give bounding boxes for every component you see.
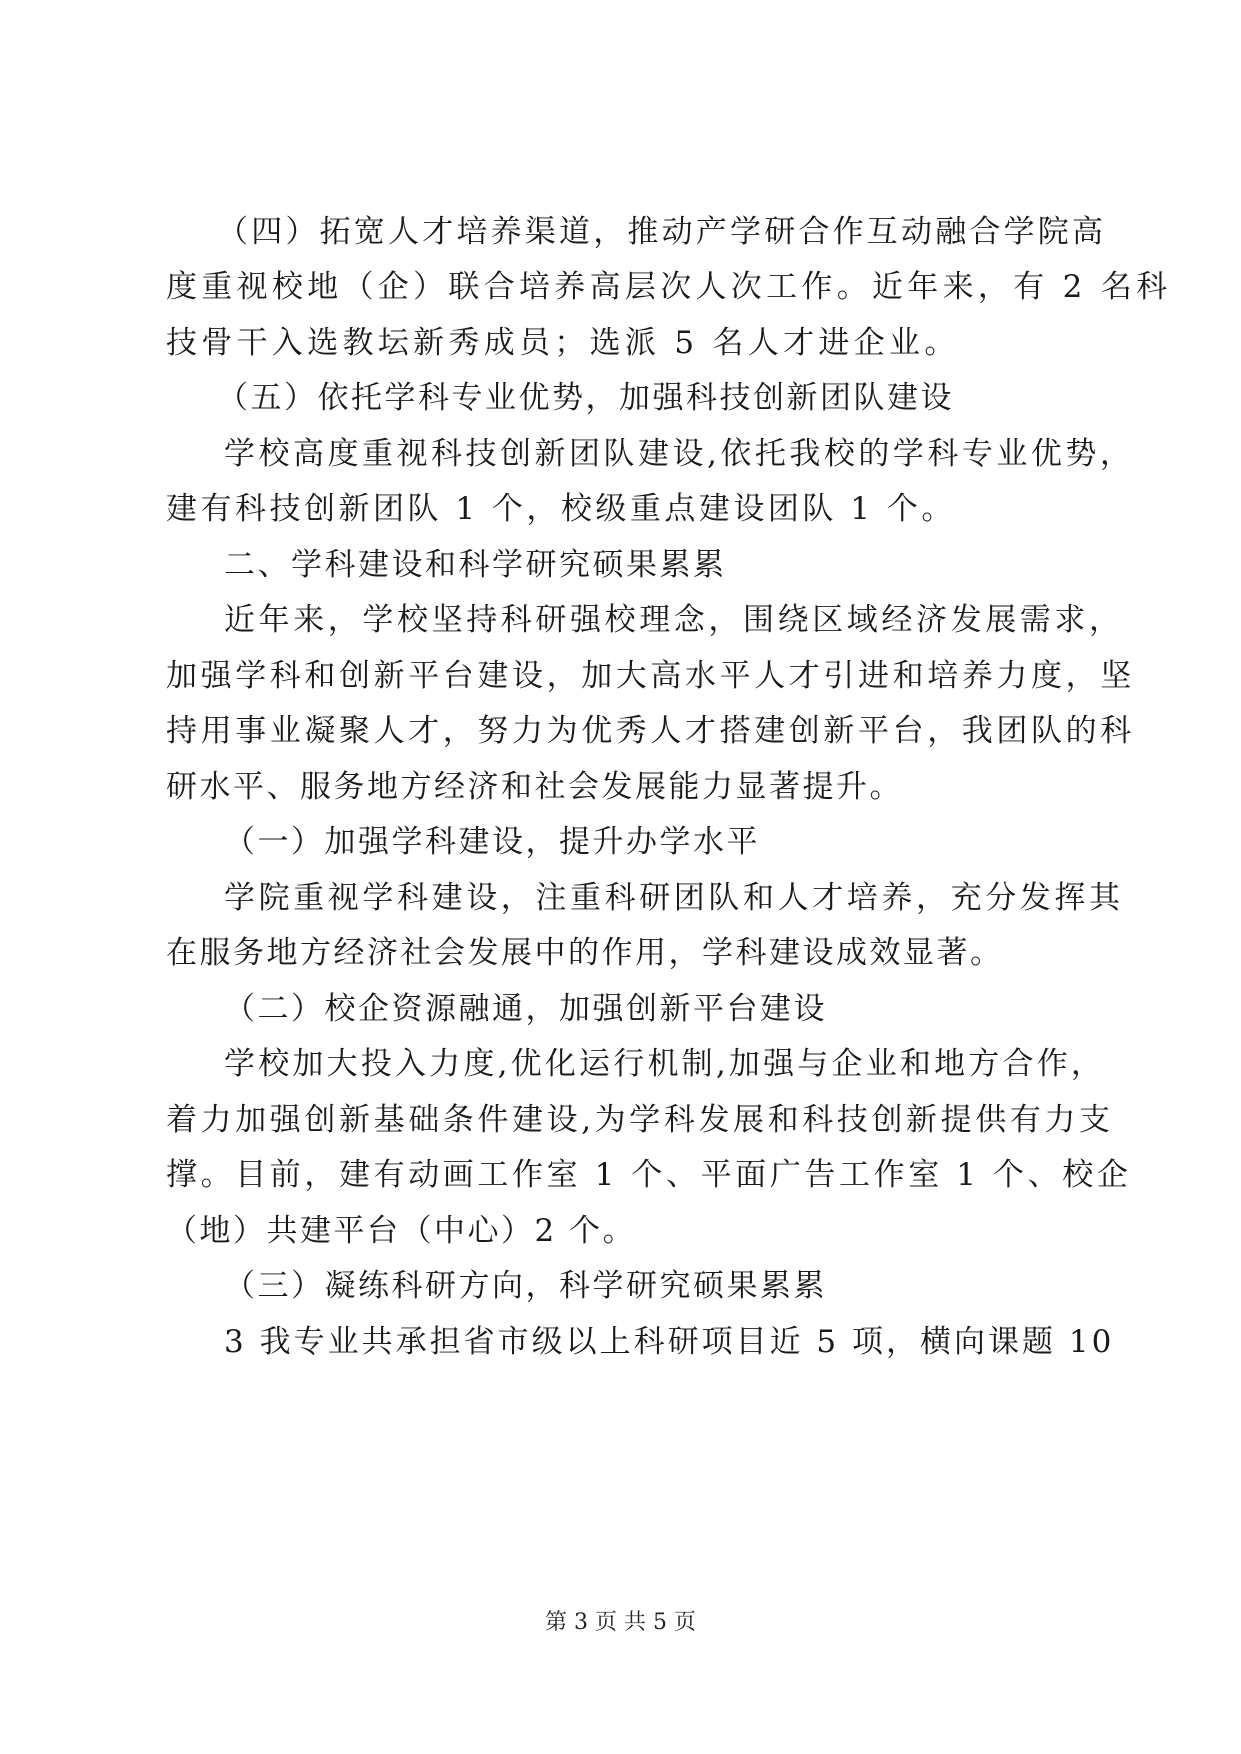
text-line: 学校高度重视科技创新团队建设,依托我校的学科专业优势， [224, 436, 1135, 472]
text-line: 学院重视学科建设，注重科研团队和人才培养，充分发挥其 [224, 880, 1124, 916]
text-line: 研水平、服务地方经济和社会发展能力显著提升。 [166, 769, 903, 805]
text-line: 加强学科和创新平台建设，加大高水平人才引进和培养力度，坚 [166, 658, 1135, 694]
text-line: 建有科技创新团队 1 个，校级重点建设团队 1 个。 [166, 491, 956, 527]
text-line: （地）共建平台（中心）2 个。 [166, 1213, 637, 1249]
text-line: 3 我专业共承担省市级以上科研项目近 5 项，横向课题 10 [224, 1324, 1115, 1360]
section-heading: （二）校企资源融通，加强创新平台建设 [224, 991, 827, 1027]
text-line: 学校加大投入力度,优化运行机制,加强与企业和地方合作， [224, 1046, 1106, 1082]
section-heading: （三）凝练科研方向，科学研究硕果累累 [224, 1268, 827, 1304]
text-line: 撑。目前，建有动画工作室 1 个、平面广告工作室 1 个、校企 [166, 1157, 1132, 1193]
section-heading: （五）依托学科专业优势，加强科技创新团队建设 [217, 380, 954, 416]
text-line: 近年来，学校坚持科研强校理念，围绕区域经济发展需求， [224, 602, 1124, 638]
text-line: 持用事业凝聚人才，努力为优秀人才搭建创新平台，我团队的科 [166, 713, 1135, 749]
text-line: 着力加强创新基础条件建设,为学科发展和科技创新提供有力支 [166, 1102, 1114, 1138]
text-line: （四）拓宽人才培养渠道，推动产学研合作互动融合学院高 [217, 214, 1107, 250]
section-heading: 二、学科建设和科学研究硕果累累 [224, 547, 727, 583]
text-line: 在服务地方经济社会发展中的作用，学科建设成效显著。 [166, 935, 1004, 971]
page-number: 第 3 页 共 5 页 [545, 1610, 696, 1635]
section-heading: （一）加强学科建设，提升办学水平 [224, 824, 760, 860]
text-line: 度重视校地（企）联合培养高层次人次工作。近年来，有 2 名科 [166, 269, 1172, 305]
text-line: 技骨干入选教坛新秀成员；选派 5 名人才进企业。 [166, 325, 960, 361]
